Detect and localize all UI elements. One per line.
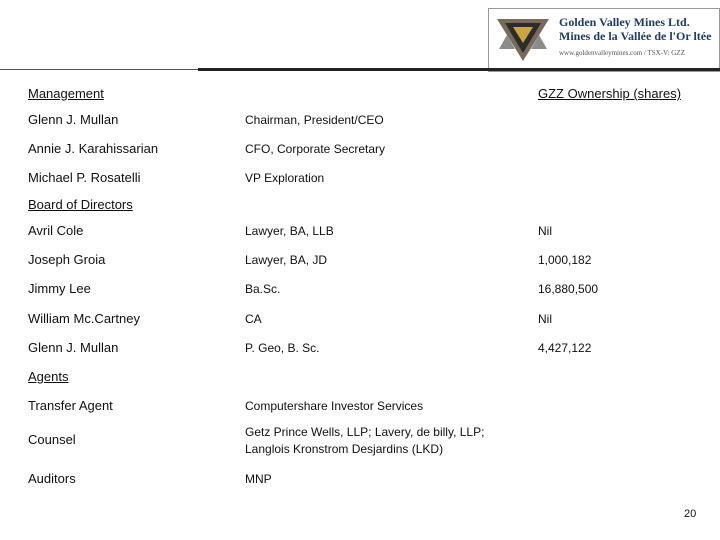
agent-detail: MNP	[245, 472, 272, 486]
logo-company-name-french: Mines de la Vallée de l'Or ltée	[559, 29, 712, 43]
director-role: Ba.Sc.	[245, 282, 281, 296]
header-rule-thin	[0, 69, 198, 70]
agent-detail-line: Getz Prince Wells, LLP; Lavery, de billy, LLP;	[245, 425, 485, 439]
director-shares: Nil	[538, 312, 552, 326]
header-rule-thick	[198, 68, 720, 71]
section-heading-agents: Agents	[28, 369, 69, 384]
director-name: Jimmy Lee	[28, 281, 91, 296]
agent-name: Counsel	[28, 432, 76, 447]
management-role: Chairman, President/CEO	[245, 113, 384, 127]
director-role: CA	[245, 312, 262, 326]
director-name: Avril Cole	[28, 223, 84, 238]
logo-text	[559, 15, 711, 59]
section-heading-ownership: GZZ Ownership (shares)	[538, 86, 682, 101]
director-shares: 1,000,182	[538, 253, 592, 267]
agent-name: Transfer Agent	[28, 398, 113, 413]
director-shares: 4,427,122	[538, 341, 592, 355]
page-number: 20	[684, 508, 697, 520]
director-name: Joseph Groia	[28, 252, 106, 267]
management-name: Michael P. Rosatelli	[28, 170, 141, 185]
mountain-emblem-icon	[495, 13, 551, 67]
company-logo	[488, 8, 720, 72]
director-name: Glenn J. Mullan	[28, 340, 119, 355]
director-role: Lawyer, BA, LLB	[245, 224, 334, 238]
management-role: CFO, Corporate Secretary	[245, 142, 386, 156]
agent-detail: Computershare Investor Services	[245, 399, 424, 413]
director-shares: Nil	[538, 224, 552, 238]
management-name: Glenn J. Mullan	[28, 112, 119, 127]
section-heading-management: Management	[28, 86, 104, 101]
agent-detail-line: Langlois Kronstrom Desjardins (LKD)	[245, 442, 444, 456]
logo-website-ticker: www.goldenvalleymines.com / TSX-V: GZZ	[559, 49, 685, 57]
director-role: P. Geo, B. Sc.	[245, 341, 320, 355]
director-shares: 16,880,500	[538, 282, 599, 296]
management-name: Annie J. Karahissarian	[28, 141, 159, 156]
section-heading-board: Board of Directors	[28, 197, 133, 212]
director-role: Lawyer, BA, JD	[245, 253, 328, 267]
logo-company-name: Golden Valley Mines Ltd.	[559, 15, 690, 29]
director-name: William Mc.Cartney	[28, 311, 140, 326]
management-role: VP Exploration	[245, 171, 325, 185]
agent-name: Auditors	[28, 471, 76, 486]
